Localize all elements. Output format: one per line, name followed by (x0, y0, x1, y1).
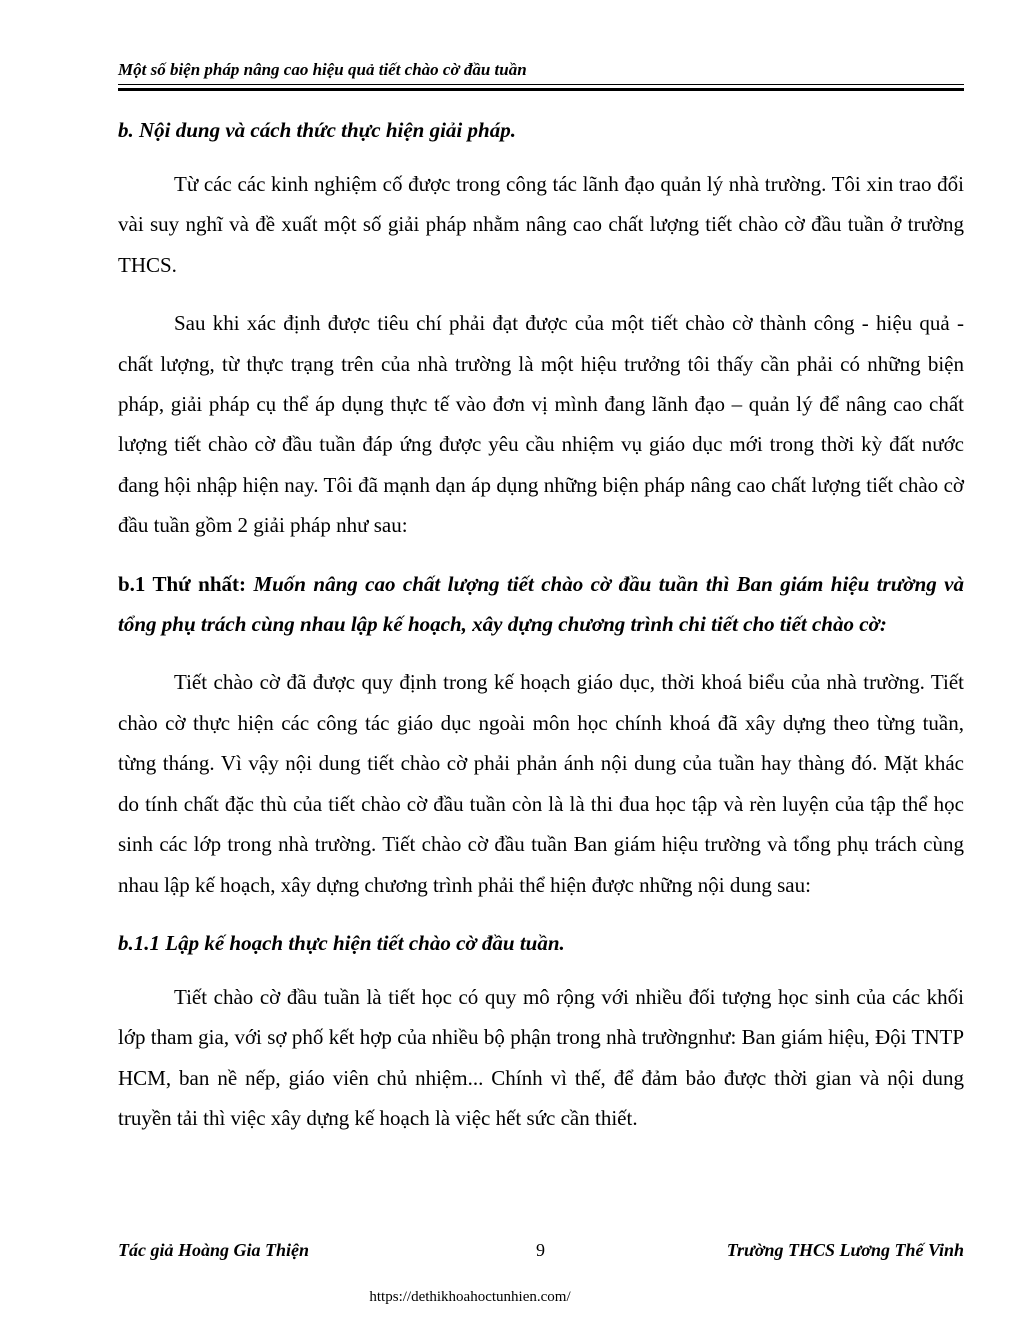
section-heading-b11: b.1.1 Lập kế hoạch thực hiện tiết chào cờ đầu tuần. (118, 930, 565, 955)
subsection-b1-text: Muốn nâng cao chất lượng tiết chào cờ đầu tuần thì Ban giám hiệu trường và tổng phụ trách cùng nhau lập kế hoạch, xây dựng chương trình chi tiết cho tiết chào cờ: (118, 571, 964, 637)
paragraph-1: Từ các các kinh nghiệm cố được trong công tác lãnh đạo quản lý nhà trường. Tôi xin trao đổi vài suy nghĩ và đề xuất một số giải pháp nhằm nâng cao chất lượng tiết chào cờ đầu tuần ở trường THCS. (118, 172, 964, 277)
page-footer (118, 1240, 964, 1266)
paragraph-3: Tiết chào cờ đã được quy định trong kế hoạch giáo dục, thời khoá biểu của nhà trường. Tiết chào cờ thực hiện các công tác giáo dục ngoài môn học chính khoá đã xây dựng theo từng tuần, từng tháng. Vì vậy nội dung tiết chào cờ phải phản ánh nội dung của tuần hay thàng đó. Mặt khác do tính chất đặc thù của tiết chào cờ đầu tuần còn là là thi đua học tập và rèn luyện của tập thể học sinh các lớp trong nhà trường. Tiết chào cờ đầu tuần Ban giám hiệu trường và tổng phụ trách cùng nhau lập kế hoạch, xây dựng chương trình phải thể hiện được những nội dung sau: (118, 670, 964, 897)
footer-author: Tác giả Hoàng Gia Thiện (118, 1240, 310, 1260)
page-number: 9 (536, 1240, 545, 1260)
document-body (118, 110, 964, 1139)
paragraph-4: Tiết chào cờ đầu tuần là tiết học có quy mô rộng với nhiều đối tượng học sinh của các khối lớp tham gia, với sợ phố kết hợp của nhiều bộ phận trong nhà trườngnhư: Ban giám hiệu, Đội TNTP HCM, ban nề nếp, giáo viên chủ nhiệm... Chính vì thế, để đảm bảo được thời gian và nội dung truyền tải thì việc xây dựng kế hoạch là việc hết sức cần thiết. (118, 984, 964, 1131)
running-header: Một số biện pháp nâng cao hiệu quả tiết chào cờ đầu tuần (118, 60, 527, 79)
header-rule-thin (118, 84, 964, 85)
header-rule-thick (118, 88, 964, 91)
footer-school: Trường THCS Lương Thế Vinh (726, 1240, 964, 1260)
source-url: https://dethikhoahoctunhien.com/ (369, 1289, 571, 1305)
subsection-b1-label: b.1 Thứ nhất: (118, 571, 247, 596)
paragraph-2: Sau khi xác định được tiêu chí phải đạt được của một tiết chào cờ thành công - hiệu quả - chất lượng, từ thực trạng trên của nhà trường là một hiệu trưởng tôi thấy cần phải có những biện pháp, giải pháp cụ thể áp dụng thực tế vào đơn vị mình đang lãnh đạo – quản lý để nâng cao chất lượng tiết chào cờ đầu tuần đáp ứng được yêu cầu nhiệm vụ giáo dục mới trong thời kỳ đất nước đang hội nhập hiện nay. Tôi đã mạnh dạn áp dụng những biện pháp nâng cao chất lượng tiết chào cờ đầu tuần gồm 2 giải pháp như sau: (118, 311, 964, 538)
section-heading-b: b. Nội dung và cách thức thực hiện giải pháp. (118, 118, 516, 142)
subsection-b1 (118, 564, 964, 645)
